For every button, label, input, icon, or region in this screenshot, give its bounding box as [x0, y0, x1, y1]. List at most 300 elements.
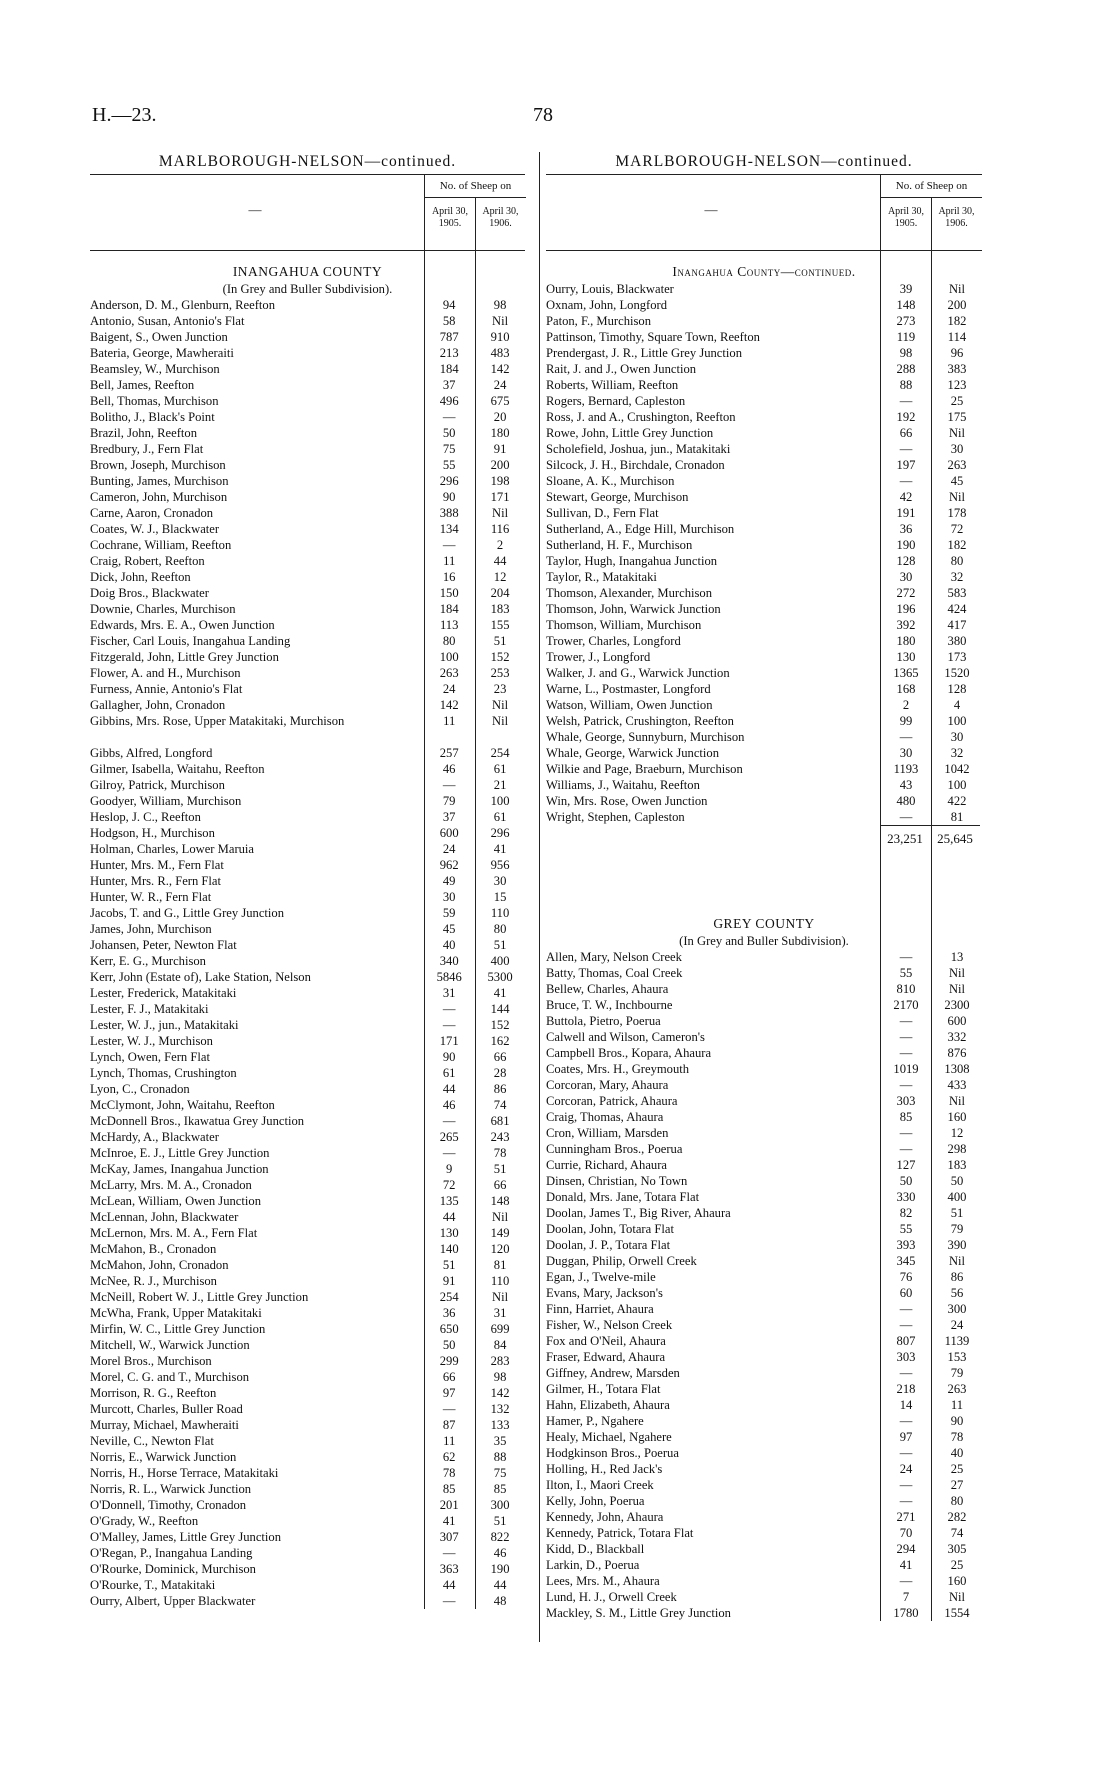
sheep-1905: —	[442, 1114, 456, 1128]
sheep-count-header	[880, 175, 982, 250]
table-row	[546, 345, 982, 361]
table-row	[90, 521, 525, 537]
sheep-1906: 422	[947, 794, 967, 808]
sheep-1906: 79	[950, 1366, 964, 1380]
table-row	[90, 633, 525, 649]
owner-name: Fox and O'Neil, Ahaura	[546, 1334, 666, 1348]
sheep-1906: 80	[950, 554, 964, 568]
owner-name: Cochrane, William, Reefton	[90, 538, 232, 552]
owner-name: Craig, Thomas, Ahaura	[546, 1110, 664, 1124]
table-row	[546, 473, 982, 489]
sheep-1905: 41	[899, 1558, 913, 1572]
sheep-1905: 44	[442, 1210, 456, 1224]
owner-name: Scholefield, Joshua, jun., Matakitaki	[546, 442, 731, 456]
sheep-1906: 30	[493, 874, 507, 888]
table-row	[90, 953, 525, 969]
table-row	[90, 793, 525, 809]
sheep-count-header	[424, 175, 526, 250]
sheep-1905: 196	[896, 602, 916, 616]
table-row	[90, 969, 525, 985]
sheep-1906: 183	[490, 602, 510, 616]
sheep-1906: 80	[493, 922, 507, 936]
sheep-1905: —	[899, 1126, 913, 1140]
sheep-1906: 24	[493, 378, 507, 392]
owner-name: Hunter, Mrs. M., Fern Flat	[90, 858, 224, 872]
owner-name: Fitzgerald, John, Little Grey Junction	[90, 650, 279, 664]
sheep-1906: Nil	[948, 982, 966, 996]
sheep-1906: 152	[490, 1018, 510, 1032]
table-row	[546, 313, 982, 329]
table-row	[90, 889, 525, 905]
owner-name: Fisher, W., Nelson Creek	[546, 1318, 673, 1332]
sheep-1905: —	[899, 1014, 913, 1028]
table-row	[90, 1353, 525, 1369]
owner-name: Sloane, A. K., Murchison	[546, 474, 675, 488]
sheep-1906: 20	[493, 410, 507, 424]
sheep-1906: 28	[493, 1066, 507, 1080]
owner-name: Paton, F., Murchison	[546, 314, 651, 328]
sheep-1906: Nil	[948, 426, 966, 440]
owner-name: Rait, J. and J., Owen Junction	[546, 362, 697, 376]
sheep-1906: 433	[947, 1078, 967, 1092]
sheep-1905: 98	[899, 346, 913, 360]
table-row	[546, 1557, 982, 1573]
sheep-1906: 86	[493, 1082, 507, 1096]
owner-name: Hodgson, H., Murchison	[90, 826, 215, 840]
table-row	[546, 1573, 982, 1589]
table-row	[90, 1481, 525, 1497]
owner-name: Wilkie and Page, Braeburn, Murchison	[546, 762, 743, 776]
document-reference: H.—23.	[92, 104, 157, 126]
column-rule	[880, 251, 881, 1621]
sheep-1905: 55	[442, 458, 456, 472]
sheep-1905: 962	[439, 858, 459, 872]
sheep-1906: 30	[950, 442, 964, 456]
sheep-1905: 46	[442, 1098, 456, 1112]
table-row	[546, 1301, 982, 1317]
sheep-1906: 380	[947, 634, 967, 648]
table-row	[90, 1529, 525, 1545]
sheep-1906: 1554	[944, 1606, 970, 1620]
owner-name: Mitchell, W., Warwick Junction	[90, 1338, 250, 1352]
sheep-1906: 78	[493, 1146, 507, 1160]
owner-name: McLernon, Mrs. M. A., Fern Flat	[90, 1226, 258, 1240]
sheep-1906: 296	[490, 826, 510, 840]
sheep-1906: 200	[490, 458, 510, 472]
owner-name: O'Grady, W., Reefton	[90, 1514, 199, 1528]
table-row	[546, 649, 982, 665]
sheep-1906: 263	[947, 458, 967, 472]
sheep-1906: 822	[490, 1530, 510, 1544]
sheep-1905: 273	[896, 314, 916, 328]
sheep-1906: Nil	[948, 1590, 966, 1604]
owner-name: Neville, C., Newton Flat	[90, 1434, 214, 1448]
sheep-1905: 36	[899, 522, 913, 536]
sheep-1905: 30	[899, 746, 913, 760]
owner-name: Trower, Charles, Longford	[546, 634, 681, 648]
sheep-1905: 171	[439, 1034, 459, 1048]
table-row	[90, 1145, 525, 1161]
sheep-1905: 36	[442, 1306, 456, 1320]
sheep-1905: 97	[899, 1430, 913, 1444]
owner-name: Carne, Aaron, Cronadon	[90, 506, 214, 520]
owner-name: Larkin, D., Poerua	[546, 1558, 640, 1572]
owner-name: Trower, J., Longford	[546, 650, 651, 664]
owner-name: Bateria, George, Mawheraiti	[90, 346, 234, 360]
sheep-1906: 142	[490, 1386, 510, 1400]
owner-name: Kerr, John (Estate of), Lake Station, Nelson	[90, 970, 311, 984]
owner-name: Beamsley, W., Murchison	[90, 362, 220, 376]
owner-name: Taylor, R., Matakitaki	[546, 570, 657, 584]
owner-list	[546, 949, 982, 1621]
sheep-1906: 21	[493, 778, 507, 792]
sheep-1906: 1520	[944, 666, 970, 680]
sheep-1906: 100	[490, 794, 510, 808]
owner-name: Doig Bros., Blackwater	[90, 586, 209, 600]
name-column-header: —	[704, 202, 718, 217]
table-row	[546, 761, 982, 777]
table-row	[90, 697, 525, 713]
sheep-1905: —	[442, 1018, 456, 1032]
sheep-1905: 24	[442, 842, 456, 856]
owner-name: Finn, Harriet, Ahaura	[546, 1302, 654, 1316]
table-row	[546, 457, 982, 473]
table-row	[546, 729, 982, 745]
owner-name: Hunter, W. R., Fern Flat	[90, 890, 212, 904]
sheep-1905: 14	[899, 1398, 913, 1412]
sheep-1905: 190	[896, 538, 916, 552]
year-1906-header: April 30, 1906.	[931, 198, 981, 250]
sheep-1905: 807	[896, 1334, 916, 1348]
sheep-1905: 184	[439, 602, 459, 616]
sheep-1906: 200	[947, 298, 967, 312]
owner-name: Pattinson, Timothy, Square Town, Reefton	[546, 330, 760, 344]
sheep-1905: 79	[442, 794, 456, 808]
table-row	[90, 1033, 525, 1049]
owner-name: McNee, R. J., Murchison	[90, 1274, 217, 1288]
sheep-1905: 11	[443, 1434, 456, 1448]
table-row	[546, 1461, 982, 1477]
sheep-1905: 100	[439, 650, 459, 664]
sheep-1906: Nil	[492, 314, 509, 328]
owner-name: Dick, John, Reefton	[90, 570, 191, 584]
table-row	[90, 297, 525, 313]
sheep-1906: 133	[490, 1418, 510, 1432]
sheep-1905: 272	[896, 586, 916, 600]
sheep-1906: 15	[493, 890, 507, 904]
column-divider	[539, 152, 540, 1642]
sheep-1906: 11	[950, 1398, 964, 1412]
table-row	[90, 649, 525, 665]
sheep-1905: 140	[439, 1242, 459, 1256]
sheep-1906: 282	[947, 1510, 967, 1524]
sheep-1905: 85	[899, 1110, 913, 1124]
sheep-1905: —	[442, 1546, 456, 1560]
sheep-1906: 424	[947, 602, 967, 616]
owner-name: Silcock, J. H., Birchdale, Cronadon	[546, 458, 725, 472]
sheep-1905: 50	[899, 1174, 913, 1188]
sheep-1906: 1139	[944, 1334, 970, 1348]
table-row	[546, 1189, 982, 1205]
sheep-1905: 90	[442, 1050, 456, 1064]
county-heading: GREY COUNTY	[713, 916, 815, 931]
sheep-1905: 46	[442, 762, 456, 776]
table-row	[546, 425, 982, 441]
sheep-1905: —	[899, 1366, 913, 1380]
sheep-1905: 66	[442, 1370, 456, 1384]
owner-name: Holling, H., Red Jack's	[546, 1462, 663, 1476]
table-row	[90, 313, 525, 329]
sheep-1905: 388	[439, 506, 459, 520]
table-row	[90, 1097, 525, 1113]
sheep-1906: 66	[493, 1178, 507, 1192]
owner-name: Coates, Mrs. H., Greymouth	[546, 1062, 690, 1076]
sheep-1905: 192	[896, 410, 916, 424]
table-header	[546, 174, 982, 251]
owner-name: Gallagher, John, Cronadon	[90, 698, 226, 712]
sheep-1905: 43	[899, 778, 913, 792]
owner-list	[90, 297, 525, 1609]
sheep-1906: 56	[950, 1286, 964, 1300]
sheep-1906: 74	[950, 1526, 964, 1540]
owner-name: Fraser, Edward, Ahaura	[546, 1350, 666, 1364]
table-row	[546, 441, 982, 457]
left-column	[90, 150, 525, 1609]
owner-name: Gibbins, Mrs. Rose, Upper Matakitaki, Murchison	[90, 714, 345, 728]
sheep-1905: 44	[442, 1578, 456, 1592]
sheep-1905: 87	[442, 1418, 456, 1432]
table-row	[546, 1525, 982, 1541]
table-row	[90, 1209, 525, 1225]
owner-name: Lester, W. J., Murchison	[90, 1034, 213, 1048]
sheep-1905: 50	[442, 1338, 456, 1352]
owner-name: Morel, C. G. and T., Murchison	[90, 1370, 250, 1384]
owner-name: Hahn, Elizabeth, Ahaura	[546, 1398, 670, 1412]
county-heading: INANGAHUA COUNTY	[232, 264, 383, 279]
table-row	[90, 1001, 525, 1017]
sheep-1906: 160	[947, 1110, 967, 1124]
owner-name: Stewart, George, Murchison	[546, 490, 689, 504]
sheep-1905: —	[899, 1142, 913, 1156]
owner-name: Hamer, P., Ngahere	[546, 1414, 644, 1428]
owner-name: Cron, William, Marsden	[546, 1126, 669, 1140]
sheep-1905: 345	[896, 1254, 916, 1268]
county-subheading: (In Grey and Buller Subdivision).	[222, 282, 393, 296]
sheep-1905: —	[442, 538, 456, 552]
sheep-1906: 48	[493, 1594, 507, 1608]
owner-name: Fischer, Carl Louis, Inangahua Landing	[90, 634, 291, 648]
sheep-1906: 142	[490, 362, 510, 376]
owner-name: McClymont, John, Waitahu, Reefton	[90, 1098, 275, 1112]
sheep-1906: 35	[493, 1434, 507, 1448]
sheep-1906: 84	[493, 1338, 507, 1352]
owner-name: Kerr, E. G., Murchison	[90, 954, 206, 968]
owner-name: Allen, Mary, Nelson Creek	[546, 950, 682, 964]
owner-name: Heslop, J. C., Reefton	[90, 810, 201, 824]
sheep-1905: 303	[896, 1350, 916, 1364]
owner-name: Brazil, John, Reefton	[90, 426, 198, 440]
sheep-1905: 480	[896, 794, 916, 808]
sheep-1905: 58	[442, 314, 456, 328]
table-row	[546, 1477, 982, 1493]
sheep-1906: 383	[947, 362, 967, 376]
table-row	[90, 457, 525, 473]
owner-name: O'Malley, James, Little Grey Junction	[90, 1530, 282, 1544]
table-row	[546, 1221, 982, 1237]
sheep-1906: 132	[490, 1402, 510, 1416]
owner-name: McLean, William, Owen Junction	[90, 1194, 261, 1208]
table-row	[90, 1401, 525, 1417]
owner-name: Williams, J., Waitahu, Reefton	[546, 778, 700, 792]
sheep-1906: 2300	[944, 998, 970, 1012]
sheep-1905: 72	[442, 1178, 456, 1192]
sheep-1906: 956	[490, 858, 510, 872]
sheep-1906: 198	[490, 474, 510, 488]
owner-name: Gilmer, Isabella, Waitahu, Reefton	[90, 762, 265, 776]
owner-name: Sullivan, D., Fern Flat	[546, 506, 659, 520]
sheep-1905: 90	[442, 490, 456, 504]
table-row	[546, 949, 982, 965]
sheep-1905: 650	[439, 1322, 459, 1336]
sheep-1906: 1042	[944, 762, 970, 776]
year-1905-header: April 30, 1905.	[887, 206, 925, 229]
sheep-1905: 148	[896, 298, 916, 312]
table-row	[90, 425, 525, 441]
owner-name: Downie, Charles, Murchison	[90, 602, 236, 616]
sheep-1906: 51	[493, 634, 507, 648]
table-row	[546, 1205, 982, 1221]
owner-name: Cameron, John, Murchison	[90, 490, 228, 504]
table-row	[546, 1269, 982, 1285]
sheep-1905: 2	[902, 698, 910, 712]
owner-name: Evans, Mary, Jackson's	[546, 1286, 663, 1300]
sheep-1905: 44	[442, 1082, 456, 1096]
sheep-1905: 55	[899, 966, 913, 980]
owner-name: Antonio, Susan, Antonio's Flat	[90, 314, 245, 328]
table-row	[546, 569, 982, 585]
table-row	[546, 633, 982, 649]
owner-name: O'Rourke, Dominick, Murchison	[90, 1562, 256, 1576]
sheep-1905: 41	[442, 1514, 456, 1528]
sheep-1905: 191	[896, 506, 916, 520]
sheep-1906: 13	[950, 950, 964, 964]
table-row	[90, 1161, 525, 1177]
total-1906: 25,645	[930, 825, 980, 851]
sheep-1905: —	[899, 1302, 913, 1316]
sheep-1905: —	[899, 1030, 913, 1044]
table-row	[546, 1285, 982, 1301]
table-row	[546, 713, 982, 729]
owner-name: McKay, James, Inangahua Junction	[90, 1162, 269, 1176]
sheep-1905: 299	[439, 1354, 459, 1368]
sheep-1906: 41	[493, 842, 507, 856]
sheep-1906: 81	[950, 810, 964, 824]
table-row	[546, 1093, 982, 1109]
table-row	[90, 1273, 525, 1289]
sheep-1906: 32	[950, 746, 964, 760]
sheep-1905: 24	[442, 682, 456, 696]
sheep-1906: 45	[950, 474, 964, 488]
table-row	[90, 1049, 525, 1065]
sheep-1905: 392	[896, 618, 916, 632]
owner-name: James, John, Murchison	[90, 922, 212, 936]
table-row	[90, 681, 525, 697]
sheep-1905: 91	[442, 1274, 456, 1288]
sheep-1906: 483	[490, 346, 510, 360]
owner-name: Doolan, James T., Big River, Ahaura	[546, 1206, 731, 1220]
sheep-1906: 79	[950, 1222, 964, 1236]
sheep-1905: —	[899, 1046, 913, 1060]
owner-name: Morrison, R. G., Reefton	[90, 1386, 217, 1400]
table-row	[90, 601, 525, 617]
sheep-1905: 119	[896, 330, 916, 344]
owner-name: Ourry, Albert, Upper Blackwater	[90, 1594, 256, 1608]
sheep-1906: 180	[490, 426, 510, 440]
sheep-1906: 61	[493, 810, 507, 824]
sheep-1906: 66	[493, 1050, 507, 1064]
owner-name: Hodgkinson Bros., Poerua	[546, 1446, 679, 1460]
sheep-1905: 296	[439, 474, 459, 488]
sheep-1905: 70	[899, 1526, 913, 1540]
table-row	[90, 1449, 525, 1465]
sheep-1906: 400	[947, 1190, 967, 1204]
table-row	[546, 1349, 982, 1365]
sheep-1906: 51	[493, 1162, 507, 1176]
sheep-1906: 85	[493, 1482, 507, 1496]
sheep-1906: 110	[490, 1274, 510, 1288]
table-row	[546, 1381, 982, 1397]
owner-name: Roberts, William, Reefton	[546, 378, 679, 392]
sheep-1906: 300	[490, 1498, 510, 1512]
table-row	[90, 1129, 525, 1145]
sheep-1905: —	[899, 730, 913, 744]
table-row	[90, 1561, 525, 1577]
table-row	[546, 997, 982, 1013]
sheep-1906: 61	[493, 762, 507, 776]
table-row	[90, 937, 525, 953]
sheep-1905: 59	[442, 906, 456, 920]
table-row	[90, 841, 525, 857]
owner-name: Lester, F. J., Matakitaki	[90, 1002, 209, 1016]
sheep-1906: 78	[950, 1430, 964, 1444]
table-row	[546, 1509, 982, 1525]
table-row	[546, 1109, 982, 1125]
sheep-1905: —	[899, 1078, 913, 1092]
owner-name: Walker, J. and G., Warwick Junction	[546, 666, 730, 680]
table-row	[546, 1029, 982, 1045]
table-row	[90, 825, 525, 841]
owner-name: Mackley, S. M., Little Grey Junction	[546, 1606, 731, 1620]
table-row	[546, 1317, 982, 1333]
sheep-1905: 55	[899, 1222, 913, 1236]
owner-name: Norris, E., Warwick Junction	[90, 1450, 237, 1464]
sheep-1906: 243	[490, 1130, 510, 1144]
table-row	[90, 441, 525, 457]
sheep-1906: 25	[950, 394, 964, 408]
table-row	[90, 553, 525, 569]
sheep-1906: Nil	[492, 1290, 509, 1304]
table-row	[90, 1337, 525, 1353]
sheep-1906: 41	[493, 986, 507, 1000]
owner-name: Doolan, J. P., Totara Flat	[546, 1238, 671, 1252]
sheep-1905: 40	[442, 938, 456, 952]
table-row	[546, 393, 982, 409]
sheep-1906: 116	[490, 522, 510, 536]
sheep-1906: Nil	[948, 490, 966, 504]
sheep-1906: 27	[950, 1478, 964, 1492]
sheep-1905: 263	[439, 666, 459, 680]
owner-name: Thomson, John, Warwick Junction	[546, 602, 721, 616]
